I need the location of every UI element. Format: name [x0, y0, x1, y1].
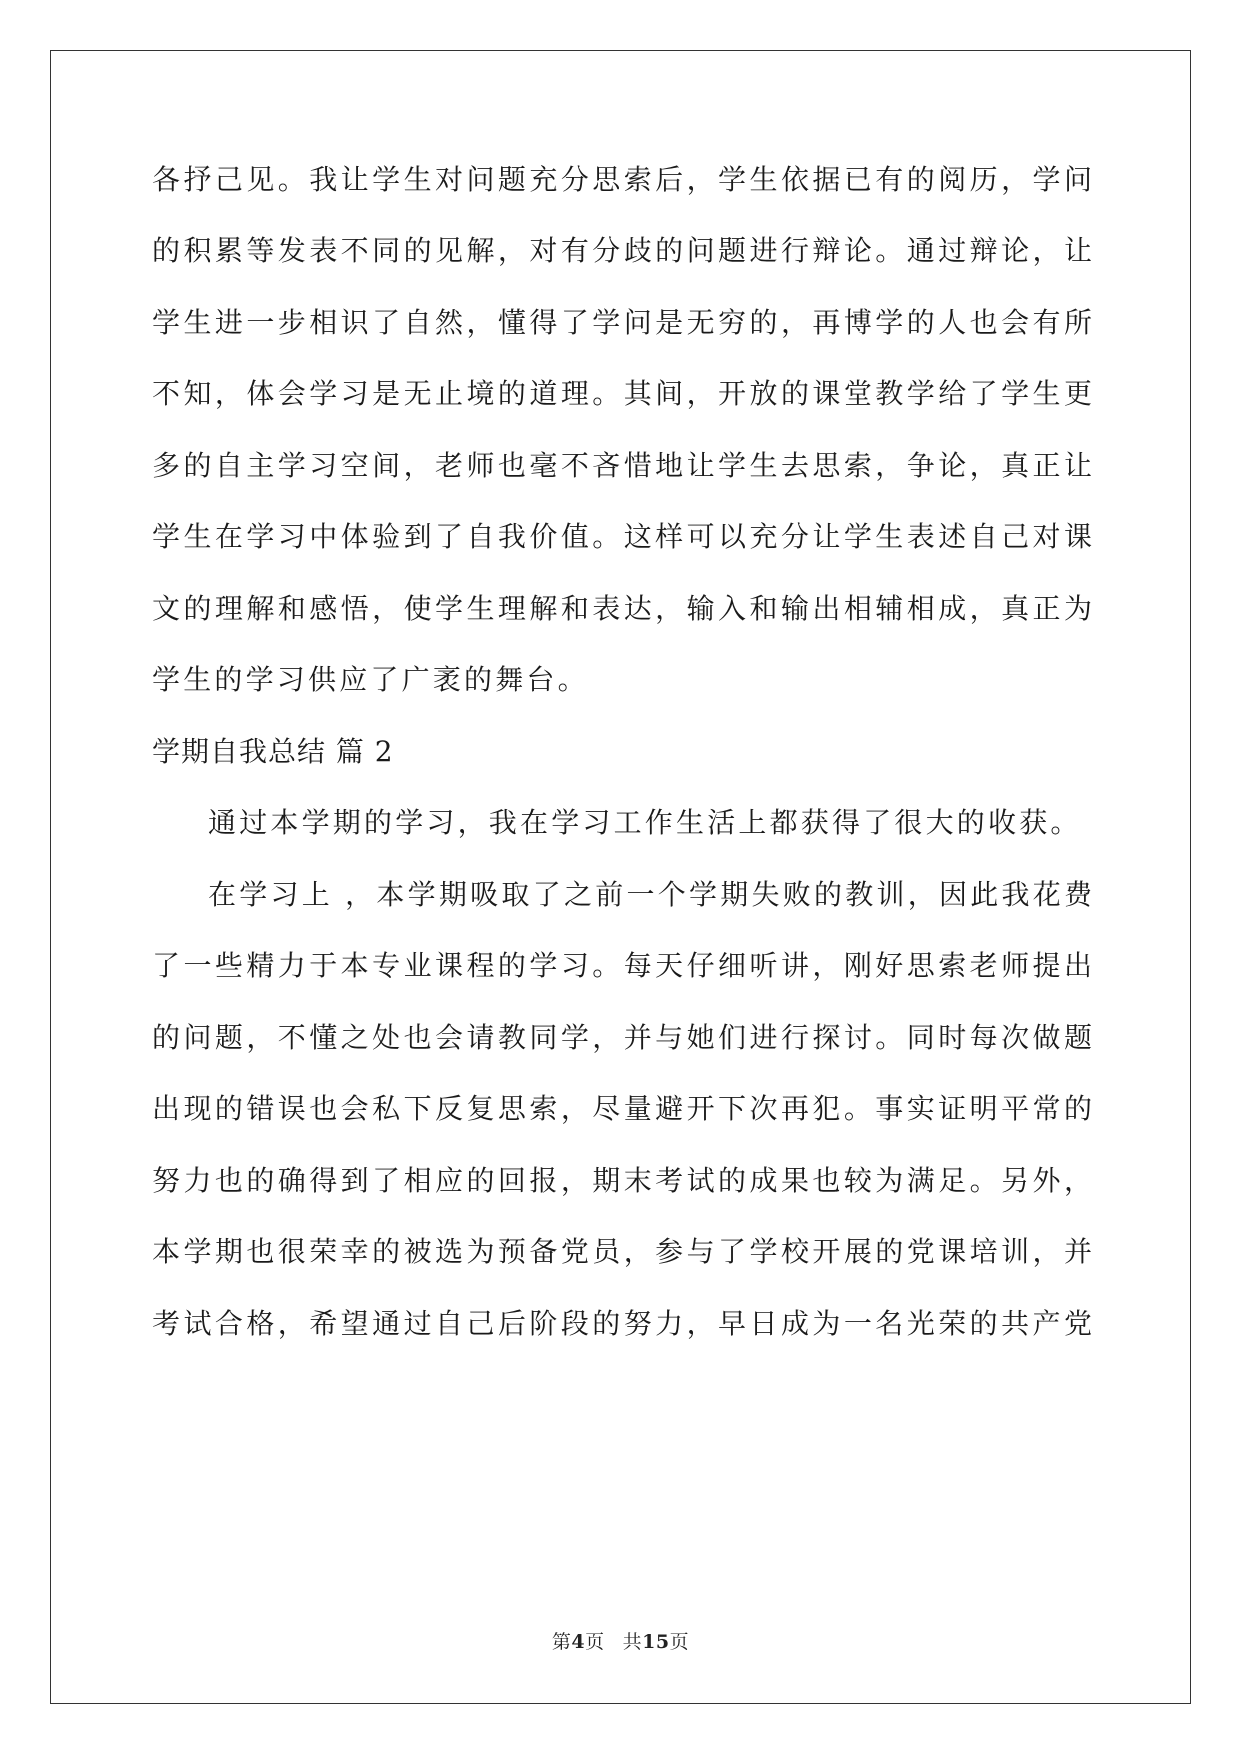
page-footer — [0, 1630, 1241, 1654]
page-label-prefix: 第 — [551, 1631, 572, 1653]
paragraph-line: 各抒己见。我让学生对问题充分思索后，学生依据已有的阅历，学问 — [152, 163, 1092, 196]
total-pages: 15 — [642, 1631, 670, 1653]
paragraph-line: 通过本学期的学习，我在学习工作生活上都获得了很大的收获。 — [208, 806, 1082, 839]
paragraph-line: 出现的错误也会私下反复思索，尽量避开下次再犯。事实证明平常的 — [152, 1092, 1092, 1125]
section-heading: 学期自我总结 篇 2 — [152, 735, 394, 768]
total-label-suffix: 页 — [669, 1631, 690, 1653]
paragraph-line: 的问题，不懂之处也会请教同学，并与她们进行探讨。同时每次做题 — [152, 1021, 1092, 1054]
paragraph-line: 学生进一步相识了自然，懂得了学问是无穷的，再博学的人也会有所 — [152, 306, 1092, 339]
paragraph-line: 考试合格，希望通过自己后阶段的努力，早日成为一名光荣的共产党 — [152, 1307, 1092, 1340]
paragraph-line: 努力也的确得到了相应的回报，期末考试的成果也较为满足。另外， — [152, 1164, 1092, 1197]
paragraph-line: 学生在学习中体验到了自我价值。这样可以充分让学生表述自己对课 — [152, 520, 1092, 553]
paragraph-line: 的积累等发表不同的见解，对有分歧的问题进行辩论。通过辩论，让 — [152, 234, 1092, 267]
paragraph-line: 多的自主学习空间，老师也毫不吝惜地让学生去思索，争论，真正让 — [152, 449, 1092, 482]
paragraph-line: 文的理解和感悟，使学生理解和表达，输入和输出相辅相成，真正为 — [152, 592, 1092, 625]
paragraph-line: 本学期也很荣幸的被选为预备党员，参与了学校开展的党课培训，并 — [152, 1235, 1092, 1268]
page-number: 4 — [571, 1631, 586, 1653]
paragraph-line: 了一些精力于本专业课程的学习。每天仔细听讲，刚好思索老师提出 — [152, 949, 1092, 982]
paragraph-line: 在学习上 ，本学期吸取了之前一个学期失败的教训，因此我花费 — [208, 878, 1092, 911]
page-label-suffix: 页 — [585, 1631, 605, 1653]
paragraph-line: 学生的学习供应了广袤的舞台。 — [152, 663, 589, 696]
paragraph-line: 不知，体会学习是无止境的道理。其间，开放的课堂教学给了学生更 — [152, 377, 1092, 410]
total-label-prefix: 共 — [622, 1631, 643, 1653]
